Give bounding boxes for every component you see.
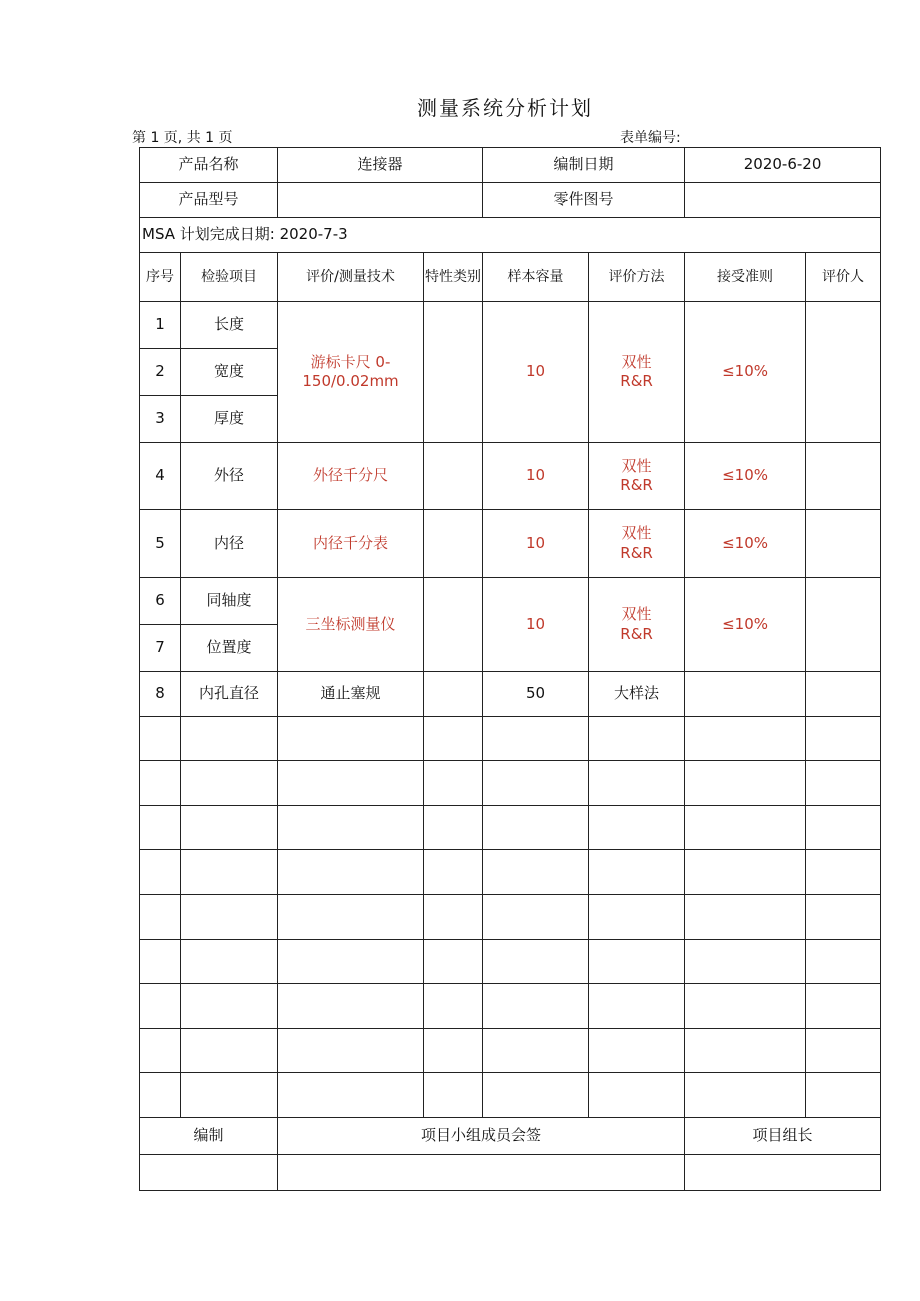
compile-date-value[interactable]: 2020-6-20 bbox=[685, 148, 881, 183]
empty-cell[interactable] bbox=[589, 940, 685, 984]
row-sample-size: 10 bbox=[483, 510, 589, 578]
empty-cell[interactable] bbox=[589, 895, 685, 940]
col-header-method: 评价方法 bbox=[589, 253, 685, 302]
empty-cell[interactable] bbox=[424, 761, 483, 806]
col-header-criteria: 接受准则 bbox=[685, 253, 806, 302]
row-technique: 三坐标测量仪 bbox=[278, 578, 424, 672]
empty-cell[interactable] bbox=[589, 761, 685, 806]
empty-cell[interactable] bbox=[483, 761, 589, 806]
row-criteria: ≤10% bbox=[685, 443, 806, 510]
row-item: 外径 bbox=[181, 443, 278, 510]
row-evaluator[interactable] bbox=[806, 578, 881, 672]
row-no: 8 bbox=[140, 672, 181, 717]
row-char-class[interactable] bbox=[424, 672, 483, 717]
row-sample-size: 10 bbox=[483, 302, 589, 443]
row-method bbox=[589, 578, 685, 672]
page-info: 第 1 页, 共 1 页 bbox=[132, 130, 233, 146]
empty-cell[interactable] bbox=[806, 895, 881, 940]
leader-signature[interactable] bbox=[685, 1155, 881, 1191]
empty-cell[interactable] bbox=[806, 717, 881, 761]
empty-cell[interactable] bbox=[181, 761, 278, 806]
empty-cell[interactable] bbox=[278, 806, 424, 850]
column-header-row bbox=[140, 253, 881, 302]
empty-cell[interactable] bbox=[589, 984, 685, 1029]
empty-row bbox=[140, 806, 881, 850]
empty-cell[interactable] bbox=[424, 850, 483, 895]
empty-row bbox=[140, 850, 881, 895]
part-drawing-label: 零件图号 bbox=[483, 183, 685, 218]
empty-cell[interactable] bbox=[140, 850, 181, 895]
row-technique: 通止塞规 bbox=[278, 672, 424, 717]
empty-cell[interactable] bbox=[483, 806, 589, 850]
row-item: 同轴度 bbox=[181, 578, 278, 625]
empty-cell[interactable] bbox=[685, 1029, 806, 1073]
row-item: 厚度 bbox=[181, 396, 278, 443]
row-no: 7 bbox=[140, 625, 181, 672]
row-method: 大样法 bbox=[589, 672, 685, 717]
row-criteria bbox=[685, 672, 806, 717]
empty-cell[interactable] bbox=[685, 761, 806, 806]
row-criteria: ≤10% bbox=[685, 578, 806, 672]
empty-cell[interactable] bbox=[140, 761, 181, 806]
row-evaluator[interactable] bbox=[806, 443, 881, 510]
empty-row bbox=[140, 940, 881, 984]
row-item: 内孔直径 bbox=[181, 672, 278, 717]
row-criteria: ≤10% bbox=[685, 302, 806, 443]
msa-plan-table bbox=[139, 147, 881, 1191]
empty-cell[interactable] bbox=[589, 850, 685, 895]
empty-cell[interactable] bbox=[589, 717, 685, 761]
row-sample-size: 10 bbox=[483, 578, 589, 672]
row-char-class[interactable] bbox=[424, 510, 483, 578]
empty-row bbox=[140, 717, 881, 761]
row-method bbox=[589, 302, 685, 443]
empty-cell[interactable] bbox=[685, 895, 806, 940]
empty-cell[interactable] bbox=[181, 850, 278, 895]
empty-cell[interactable] bbox=[483, 717, 589, 761]
row-char-class[interactable] bbox=[424, 302, 483, 443]
table-row bbox=[140, 578, 881, 625]
empty-cell[interactable] bbox=[589, 1029, 685, 1073]
empty-cell[interactable] bbox=[181, 940, 278, 984]
msa-completion-row bbox=[140, 218, 881, 253]
empty-cell[interactable] bbox=[424, 1029, 483, 1073]
header-row-2 bbox=[140, 183, 881, 218]
empty-cell[interactable] bbox=[424, 806, 483, 850]
row-method bbox=[589, 443, 685, 510]
row-no: 6 bbox=[140, 578, 181, 625]
product-name-label: 产品名称 bbox=[140, 148, 278, 183]
empty-cell[interactable] bbox=[424, 984, 483, 1029]
msa-completion-date: MSA 计划完成日期: 2020-7-3 bbox=[140, 218, 881, 253]
empty-cell[interactable] bbox=[278, 850, 424, 895]
empty-cell[interactable] bbox=[483, 1029, 589, 1073]
method-line-1: 双性 bbox=[621, 456, 652, 475]
empty-row bbox=[140, 984, 881, 1029]
part-drawing-value[interactable] bbox=[685, 183, 881, 218]
method-line-2: R&R bbox=[620, 624, 653, 643]
empty-cell[interactable] bbox=[278, 761, 424, 806]
empty-cell[interactable] bbox=[685, 1073, 806, 1118]
col-header-no: 序号 bbox=[140, 253, 181, 302]
empty-cell[interactable] bbox=[806, 1029, 881, 1073]
empty-cell[interactable] bbox=[424, 717, 483, 761]
signature-row bbox=[140, 1155, 881, 1191]
empty-cell[interactable] bbox=[806, 940, 881, 984]
row-item: 长度 bbox=[181, 302, 278, 349]
empty-cell[interactable] bbox=[806, 850, 881, 895]
signature-header-row bbox=[140, 1118, 881, 1155]
row-sample-size: 50 bbox=[483, 672, 589, 717]
compile-label: 编制 bbox=[140, 1118, 278, 1155]
empty-cell[interactable] bbox=[806, 806, 881, 850]
empty-cell[interactable] bbox=[685, 940, 806, 984]
method-line-2: R&R bbox=[620, 476, 653, 494]
row-technique: 内径千分表 bbox=[278, 510, 424, 578]
row-char-class[interactable] bbox=[424, 443, 483, 510]
product-name-value[interactable]: 连接器 bbox=[278, 148, 483, 183]
empty-cell[interactable] bbox=[278, 895, 424, 940]
empty-cell[interactable] bbox=[181, 984, 278, 1029]
row-no: 5 bbox=[140, 510, 181, 578]
empty-cell[interactable] bbox=[424, 895, 483, 940]
col-header-char-class: 特性类别 bbox=[424, 253, 483, 302]
empty-cell[interactable] bbox=[483, 850, 589, 895]
members-signoff-label: 项目小组成员会签 bbox=[278, 1118, 685, 1155]
form-number-label: 表单编号: bbox=[620, 130, 681, 146]
row-criteria: ≤10% bbox=[685, 510, 806, 578]
row-sample-size: 10 bbox=[483, 443, 589, 510]
row-technique: 游标卡尺 0-150/0.02mm bbox=[278, 302, 424, 443]
method-line-1: 双性 bbox=[621, 605, 652, 623]
row-no: 3 bbox=[140, 396, 181, 443]
empty-cell[interactable] bbox=[140, 940, 181, 984]
empty-row bbox=[140, 1029, 881, 1073]
method-line-1: 双性 bbox=[621, 524, 652, 542]
row-evaluator[interactable] bbox=[806, 672, 881, 717]
row-no: 1 bbox=[140, 302, 181, 349]
empty-cell[interactable] bbox=[181, 717, 278, 761]
empty-cell[interactable] bbox=[140, 717, 181, 761]
method-line-1: 双性 bbox=[621, 352, 652, 371]
empty-cell[interactable] bbox=[806, 761, 881, 806]
product-model-value[interactable] bbox=[278, 183, 483, 218]
empty-cell[interactable] bbox=[806, 1073, 881, 1118]
empty-row bbox=[140, 895, 881, 940]
row-method bbox=[589, 510, 685, 578]
empty-cell[interactable] bbox=[140, 1073, 181, 1118]
empty-cell[interactable] bbox=[483, 1073, 589, 1118]
table-row bbox=[140, 443, 881, 510]
table-row bbox=[140, 672, 881, 717]
empty-cell[interactable] bbox=[685, 850, 806, 895]
empty-cell[interactable] bbox=[685, 806, 806, 850]
empty-cell[interactable] bbox=[424, 1073, 483, 1118]
empty-cell[interactable] bbox=[181, 895, 278, 940]
row-no: 2 bbox=[140, 349, 181, 396]
row-technique: 外径千分尺 bbox=[278, 443, 424, 510]
empty-cell[interactable] bbox=[278, 1073, 424, 1118]
empty-row bbox=[140, 761, 881, 806]
row-item: 内径 bbox=[181, 510, 278, 578]
row-char-class[interactable] bbox=[424, 578, 483, 672]
empty-cell[interactable] bbox=[140, 806, 181, 850]
empty-cell[interactable] bbox=[278, 1029, 424, 1073]
row-no: 4 bbox=[140, 443, 181, 510]
col-header-sample-size: 样本容量 bbox=[483, 253, 589, 302]
row-item: 位置度 bbox=[181, 625, 278, 672]
empty-cell[interactable] bbox=[278, 984, 424, 1029]
empty-cell[interactable] bbox=[140, 1029, 181, 1073]
row-evaluator[interactable] bbox=[806, 510, 881, 578]
compile-signature[interactable] bbox=[140, 1155, 278, 1191]
product-model-label: 产品型号 bbox=[140, 183, 278, 218]
empty-cell[interactable] bbox=[483, 895, 589, 940]
col-header-technique: 评价/测量技术 bbox=[278, 253, 424, 302]
empty-cell[interactable] bbox=[806, 984, 881, 1029]
table-row bbox=[140, 302, 881, 349]
row-evaluator[interactable] bbox=[806, 302, 881, 443]
empty-cell[interactable] bbox=[589, 806, 685, 850]
method-line-2: R&R bbox=[620, 543, 653, 562]
empty-row bbox=[140, 1073, 881, 1118]
empty-cell[interactable] bbox=[483, 984, 589, 1029]
compile-date-label: 编制日期 bbox=[483, 148, 685, 183]
col-header-evaluator: 评价人 bbox=[806, 253, 881, 302]
empty-cell[interactable] bbox=[140, 895, 181, 940]
empty-cell[interactable] bbox=[424, 940, 483, 984]
empty-cell[interactable] bbox=[483, 940, 589, 984]
empty-cell[interactable] bbox=[278, 940, 424, 984]
table-row bbox=[140, 510, 881, 578]
document-title: 测量系统分析计划 bbox=[417, 96, 593, 120]
members-signature[interactable] bbox=[278, 1155, 685, 1191]
empty-cell[interactable] bbox=[181, 1029, 278, 1073]
method-line-2: R&R bbox=[620, 372, 653, 390]
empty-cell[interactable] bbox=[685, 717, 806, 761]
header-row-1 bbox=[140, 148, 881, 183]
empty-cell[interactable] bbox=[140, 984, 181, 1029]
col-header-item: 检验项目 bbox=[181, 253, 278, 302]
empty-cell[interactable] bbox=[181, 1073, 278, 1118]
empty-cell[interactable] bbox=[685, 984, 806, 1029]
empty-cell[interactable] bbox=[181, 806, 278, 850]
project-leader-label: 项目组长 bbox=[685, 1118, 881, 1155]
row-item: 宽度 bbox=[181, 349, 278, 396]
empty-cell[interactable] bbox=[278, 717, 424, 761]
empty-cell[interactable] bbox=[589, 1073, 685, 1118]
